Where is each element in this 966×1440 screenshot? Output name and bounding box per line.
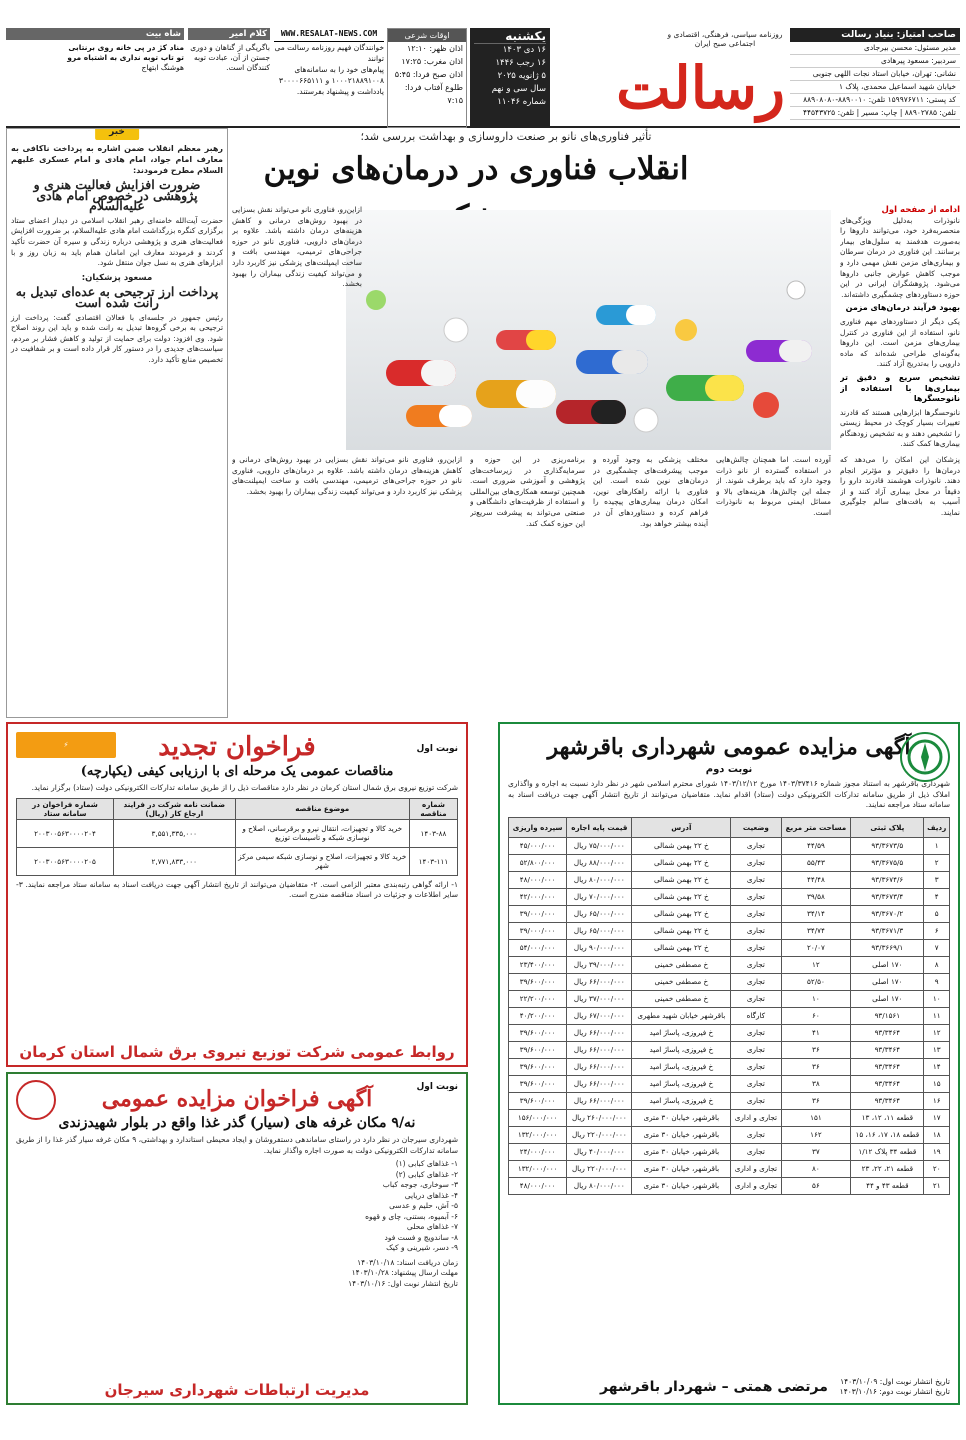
table-cell: ۹۳/۳۶۷۳/۴ [851,888,924,905]
sirjan-items [8,1159,466,1254]
auction-title: آگهی مزایده عمومی شهرداری باقرشهر [547,734,911,760]
table-cell: ۷۰/۰۰۰/۰۰۰ ریال [567,888,632,905]
shah-beyt-box [6,28,184,128]
table-cell: ۳۹/۶۰۰/۰۰۰ [509,1041,567,1058]
auction-row [509,990,950,1007]
tender-round: نوبت اول [416,744,458,754]
table-cell: ۴۸/۰۰۰/۰۰۰ [509,871,567,888]
news-badge: خبر [95,128,139,140]
date-line: ۵ ژانویه ۲۰۲۵ [497,71,546,81]
prayer-times-box [387,28,467,128]
auction-row [509,888,950,905]
table-cell: خ ۲۲ بهمن شمالی [632,888,731,905]
auction-body: شهرداری باقرشهر به استناد مجوز شماره ۱۴۰۳/۳۷۴۱۶ مورخ ۱۴۰۳/۱۲/۱۲ شورای محترم اسلامی شهر در نظر دارد نسبت به اجاره و واگذاری املاک ذیل از طریق سامانه تدارکات الکترونیکی دولت (ستاد) اقدام نماید. متقاضیان می‌توانند از تاریخ انتشار آگهی جهت دریافت اسناد به سامانه ستاد مراجعه نمایند. [508,779,951,809]
table-header-cell: پلاک ثبتی [851,817,924,837]
table-cell: ۹۳/۳۴۶۴ [851,1058,924,1075]
table-cell: ۵۴/۰۰۰/۰۰۰ [509,939,567,956]
table-cell: تجاری و اداری [731,1177,781,1194]
sirjan-date: مهلت ارسال پیشنهاد: ۱۴۰۳/۱۰/۲۸ [351,1268,458,1277]
article-column [840,455,960,717]
table-cell: ۳۹/۶۰۰/۰۰۰ [509,1024,567,1041]
auction-row [509,1007,950,1024]
sirjan-auction-ad [6,1072,468,1405]
auction-row [509,1092,950,1109]
prayer-time: اذان ظهر: ۱۲:۱۰ [406,44,463,53]
news-paragraph: رئیس جمهور در جلسه‌ای با فعالان اقتصادی گفت: پرداخت ارز ترجیحی به برخی گروه‌ها تبدیل به رانت شده و باید این روند اصلاح شود. وی افزود: دولت برای حمایت از تولید و کاهش فشار بر مردم، سیاست‌های جدیدی را در دستور کار قرار داده است و بر شفافیت در تخصیص منابع تأکید دارد. [11,312,223,364]
table-cell: ۶۵/۰۰۰/۰۰۰ ریال [567,922,632,939]
table-cell: تجاری [731,1075,781,1092]
article-subheading: بهبود فرآیند درمان‌های مزمن [845,303,960,313]
pills-photo [346,210,831,450]
table-cell: تجاری [731,1126,781,1143]
table-cell: ۶۶/۰۰۰/۰۰۰ ریال [567,1092,632,1109]
table-cell: ۳۹/۶۰۰/۰۰۰ [509,1058,567,1075]
article-paragraph: برنامه‌ریزی در این حوزه و سرمایه‌گذاری در زیرساخت‌های پژوهشی و آموزشی ضروری است. همچنین توسعه همکاری‌های بین‌المللی و استفاده از ظرفیت‌های دانشگاهی و صنعتی می‌تواند به پیشرفت سریع‌تر این حوزه کمک کند. [470,455,585,528]
table-cell: ۴۵/۰۰۰/۰۰۰ [509,837,567,854]
table-cell: ۳۹/۶۰۰/۰۰۰ [509,1075,567,1092]
table-cell: ۲۰۰۳۰۰۵۶۳۰۰۰۰۲۰۵ [17,847,114,875]
owner-line: کد پستی: ۱۵۹۹۷۶۷۱۱ تلفن: ۸۸۹۰۰۱۰-۸۸۹۰۸۰۸۰ [790,94,960,107]
table-cell: خرید کالا و تجهیزات، انتقال نیرو و برقرسانی، اصلاح و نوسازی شبکه و تاسیسات توزیع [235,819,409,847]
date-line: ۱۶ دی ۱۴۰۳ [502,45,546,55]
table-cell: ۶۵/۰۰۰/۰۰۰ ریال [567,905,632,922]
table-cell: ۸ [924,956,950,973]
owner-header: صاحب امتیاز: بنیاد رسالت [790,28,960,42]
tender-table [16,798,458,876]
auction-row [509,1058,950,1075]
article-column [232,455,462,717]
shah-beyt-line: تو تاب توبه نداری به اشتباه مرو [67,53,184,62]
table-cell: ۳۹/۰۰۰/۰۰۰ [509,905,567,922]
article-paragraph: ازاین‌رو، فناوری نانو می‌تواند نقش بسزایی در بهبود روش‌های درمانی و کاهش هزینه‌های درمان داشته باشد. علاوه بر درمان‌های دارویی، فناوری نانو در حوزه جراحی‌های ترمیمی، مهندسی بافت و ساخت ایمپلنت‌های پزشکی نیز کاربرد دارد و می‌تواند کیفیت زندگی بیماران را بهبود بخشد. [232,455,462,496]
date-line: ۱۶ رجب ۱۴۴۶ [495,58,546,68]
table-cell: ۳,۵۵۱,۳۳۵,۰۰۰ [113,819,235,847]
table-cell: ۶۶/۰۰۰/۰۰۰ ریال [567,1075,632,1092]
table-cell: ۱۴ [924,1058,950,1075]
middle-column [232,205,362,455]
table-header-cell: موضوع مناقصه [235,798,409,819]
table-cell: ۹۳/۳۶۶۹/۱ [851,939,924,956]
table-cell: باقرشهر، خیابان ۳۰ متری [632,1109,731,1126]
table-cell: ۵ [924,905,950,922]
table-cell: ۱۹ [924,1143,950,1160]
table-cell: ۱۷ [924,1109,950,1126]
table-cell: قطعه ۳۴ پلاک ۱/۱۲ [851,1143,924,1160]
sirjan-footer: مدیریت ارتباطات شهرداری سیرجان [8,1377,466,1403]
table-cell: ۱۰ [781,990,851,1007]
table-cell: ۱۵۱ [781,1109,851,1126]
auction-row [509,939,950,956]
table-cell: تجاری [731,1058,781,1075]
table-cell: ۲۲۰/۰۰۰/۰۰۰ ریال [567,1126,632,1143]
news-byline: مسعود پزشکیان: [81,272,153,283]
sirjan-dates [8,1258,466,1290]
table-cell: ۸۰/۰۰۰/۰۰۰ ریال [567,1177,632,1194]
auction-row [509,1075,950,1092]
website-url[interactable]: WWW.RESALAT-NEWS.COM [274,28,384,42]
table-cell: ۳۸ [781,1075,851,1092]
table-cell: ۶۶/۰۰۰/۰۰۰ ریال [567,1058,632,1075]
table-cell: ۱۲ [924,1024,950,1041]
table-cell: ۹۳/۳۶۷۱/۳ [851,922,924,939]
website-line: پیام‌های خود را به سامانه‌های [294,65,384,74]
news-lead: رهبر معظم انقلاب ضمن اشاره به پرداخت ناکافی به معارف امام جواد، امام هادی و امام عسکری علیهم السلام مطرح فرمودند: [11,144,223,175]
table-cell: تجاری [731,922,781,939]
sirjan-item: ۶- آبمیوه، بستنی، چای و قهوه [365,1211,458,1221]
table-cell: ۹ [924,973,950,990]
table-cell: خ مصطفی خمینی [632,990,731,1007]
sirjan-item: ۳- سوخاری، جوجه کباب [382,1180,458,1189]
table-cell: خ ۲۲ بهمن شمالی [632,939,731,956]
table-cell: ۴۲/۰۰۰/۰۰۰ [509,888,567,905]
auction-dates [840,1377,950,1397]
table-cell: قطعه ۱۱، ۱۲، ۱۳ [851,1109,924,1126]
tender-footer: روابط عمومی شرکت توزیع نیروی برق شمال استان کرمان [8,1039,466,1065]
table-cell: ۴۰/۰۰۰/۰۰۰ ریال [567,1143,632,1160]
table-cell: ۱۵۶/۰۰۰/۰۰۰ [509,1109,567,1126]
tender-ad [6,722,468,1067]
owner-line: نشانی: تهران، خیابان استاد نجات اللهی جنوبی [790,68,960,81]
table-cell: ۱۷۰ اصلی [851,956,924,973]
article-paragraph: ازاین‌رو، فناوری نانو می‌تواند نقش بسزایی در بهبود روش‌های درمانی و کاهش هزینه‌های درمان داشته باشد. علاوه بر درمان‌های دارویی، فناوری نانو در حوزه جراحی‌های ترمیمی، مهندسی بافت و ساخت ایمپلنت‌های پزشکی نیز کاربرد دارد و می‌تواند کیفیت زندگی بیماران را بهبود بخشد. [232,205,362,289]
auction-row [509,1177,950,1194]
pills-illustration [346,210,831,450]
table-cell: باقرشهر، خیابان ۳۰ متری [632,1143,731,1160]
auction-row [509,1024,950,1041]
tender-row [17,847,458,875]
table-cell: باقرشهر، خیابان ۳۰ متری [632,1177,731,1194]
prayer-times-header: اوقات شرعی [388,29,466,42]
auction-date: تاریخ انتشار نوبت اول: ۱۴۰۳/۱۰/۰۹ [840,1377,950,1386]
website-line: خوانندگان فهیم روزنامه رسالت می توانند [274,43,384,63]
table-cell: تجاری [731,956,781,973]
sirjan-body: شهرداری سیرجان در نظر دارد در راستای ساماندهی دستفروشان و ایجاد محیطی استاندارد و بهداشتی، ۹ مکان غرفه سیار گذر غذا را از طریق سامانه تدارکات الکترونیکی دولت به صورت اجاره واگذار نماید. [16,1135,459,1155]
owner-line: مدیر مسئول: محسن بیرجادی [790,42,960,55]
headline-kicker: تأثیر فناوری‌های نانو بر صنعت داروسازی و بهداشت بررسی شد؛ [360,130,652,143]
table-cell: ۵۵/۴۳ [781,854,851,871]
table-cell: ۵۲/۸۰۰/۰۰۰ [509,854,567,871]
table-cell: خ ۲۲ بهمن شمالی [632,922,731,939]
table-cell: ۳۴/۷۴ [781,922,851,939]
table-cell: تجاری [731,939,781,956]
table-header-cell: شماره مناقصه [409,798,457,819]
table-cell: ۹۳/۳۶۷۰/۲ [851,905,924,922]
news-title[interactable]: ضرورت افزایش فعالیت هنری و پژوهشی در خصوص امام هادی علیه‌السلام [33,177,201,214]
auction-table [508,817,950,1195]
table-cell: ۴ [924,888,950,905]
table-cell: ۱۶ [924,1092,950,1109]
table-cell: ۲۲/۲۰۰/۰۰۰ [509,990,567,1007]
municipality-emblem-icon [900,732,950,782]
table-cell: ۶۶/۰۰۰/۰۰۰ ریال [567,1041,632,1058]
table-cell: باقرشهر، خیابان ۳۰ متری [632,1160,731,1177]
table-cell: ۵۲/۵۰ [781,973,851,990]
main-headline[interactable]: انقلاب فناوری در درمان‌های نوین [263,151,689,187]
sirjan-date: تاریخ انتشار نوبت اول: ۱۴۰۳/۱۰/۱۶ [348,1278,458,1288]
sirjan-item: ۷- غذاهای محلی [406,1222,458,1231]
table-cell: ۱ [924,837,950,854]
table-header-cell: مساحت متر مربع [781,817,851,837]
table-cell: ۲۲۰/۰۰۰/۰۰۰ ریال [567,1160,632,1177]
auction-row [509,1041,950,1058]
owner-box [790,28,960,128]
table-cell: تجاری [731,871,781,888]
auction-row [509,956,950,973]
kalam-amir-text: باگریگی از گناهان و دوری جستن از آن، عبادت توبه کنندگان است. [190,43,270,72]
sirjan-date: زمان دریافت اسناد: ۱۴۰۳/۱۰/۱۸ [357,1257,458,1267]
table-cell: خ ۲۲ بهمن شمالی [632,905,731,922]
table-cell: ۴۱ [781,1024,851,1041]
sirjan-item: ۵- آش، حلیم و عدسی [389,1201,458,1210]
sirjan-item: ۴- غذاهای دریایی [404,1190,458,1200]
auction-row [509,1143,950,1160]
continued-label: ادامه از صفحه اول [881,205,960,215]
table-cell: باقرشهر، خیابان ۳۰ متری [632,1126,731,1143]
table-cell: ۱۶۲ [781,1126,851,1143]
auction-row [509,837,950,854]
article-paragraph: یکی دیگر از دستاوردهای مهم فناوری نانو، استفاده از این فناوری در کنترل بیماری‌های مزمن است. این داروها به‌گونه‌ای طراحی شده‌اند که ماده دارویی را به‌تدریج آزاد کنند. [840,316,960,369]
table-cell: خ مصطفی خمینی [632,956,731,973]
sirjan-title: آگهی فراخوان مزایده عمومی [101,1086,373,1112]
table-cell: ۲۴/۰۰۰/۰۰۰ [509,1143,567,1160]
table-cell: ۱۲ [781,956,851,973]
table-cell: ۲,۷۷۱,۸۳۳,۰۰۰ [113,847,235,875]
tagline: روزنامه سیاسی، فرهنگی، اقتصادی و اجتماعی صبح ایران [667,30,783,48]
table-cell: ۲۶۰/۰۰۰/۰۰۰ ریال [567,1109,632,1126]
table-cell: خ مصطفی خمینی [632,973,731,990]
auction-row [509,973,950,990]
tender-subtitle: مناقصات عمومی یک مرحله ای با ارزیابی کیفی (یکپارچه) [80,764,394,779]
table-cell: تجاری [731,1041,781,1058]
table-cell: ۴۴/۴۸ [781,871,851,888]
table-cell: ۱۴۰۳-۸۸ [409,819,457,847]
kalam-amir-header: کلام امیر [188,28,270,40]
table-cell: باقرشهر خیابان شهید مطهری [632,1007,731,1024]
auction-row [509,1109,950,1126]
article-column [593,455,708,717]
sirjan-item: ۸- ساندویچ و فست فود [384,1232,458,1242]
auction-signature: مرتضی همتی – شهردار باقرشهر [600,1379,828,1395]
table-cell: ۹۳/۳۴۶۴ [851,1092,924,1109]
table-cell: تجاری [731,1092,781,1109]
table-cell: ۳۴/۱۴ [781,905,851,922]
table-header-cell: ضمانت نامه شرکت در فرایند ارجاع کار (ریال) [113,798,235,819]
masthead [6,28,960,128]
table-cell: ۶۶/۰۰۰/۰۰۰ ریال [567,1024,632,1041]
table-cell: خ فیروزی، پاساژ امید [632,1092,731,1109]
table-cell: خ ۲۲ بهمن شمالی [632,837,731,854]
sirjan-item: ۹- دسر، شیرینی و کیک [386,1243,458,1252]
table-cell: ۹۳/۳۴۶۴ [851,1075,924,1092]
issue-number: شماره ۱۱۰۴۶ [497,97,546,107]
prayer-time: اذان صبح فردا: ۵:۴۵ [394,70,463,79]
article-paragraph: نانوذرات به‌دلیل ویژگی‌های منحصربه‌فرد خود، می‌توانند داروها را به‌صورت هدفمند به سلول‌های بیمار برسانند. این فناوری در درمان سرطان و بیماری‌های مزمن نقش مهمی دارد و موجب کاهش عوارض جانبی داروها می‌شود. پژوهشگران ایرانی در این حوزه دستاوردهای چشمگیری داشته‌اند. [840,215,960,299]
table-cell: خ ۲۲ بهمن شمالی [632,871,731,888]
article-paragraph: آورده است. اما همچنان چالش‌هایی در استفاده گسترده از نانو ذرات وجود دارد که باید برطرف شوند. از جمله این چالش‌ها، هزینه‌های بالا و مسائل ایمنی مربوط به نانوذرات است. [716,455,831,517]
article-paragraph: نانوحسگرها ابزارهایی هستند که قادرند تغییرات بسیار کوچک در محیط زیستی را تشخیص دهند و به تشخیص زودهنگام بیماری‌ها کمک کنند. [840,407,960,449]
prayer-time: اذان مغرب: ۱۷:۲۵ [401,57,463,66]
table-cell: تجاری [731,905,781,922]
table-cell: ۶۶/۰۰۰/۰۰۰ ریال [567,973,632,990]
company-logo-icon: ⚡ [16,732,116,758]
table-cell: ۳۶ [781,1058,851,1075]
table-cell: ۶۷/۰۰۰/۰۰۰ ریال [567,1007,632,1024]
auction-row [509,922,950,939]
tender-title: فراخوان تجدید [158,732,316,762]
auction-date: تاریخ انتشار نوبت دوم: ۱۴۰۳/۱۰/۱۶ [839,1387,950,1396]
table-cell: قطعه ۱۸، ۱۷، ۱۶، ۱۵ [851,1126,924,1143]
table-header-cell: وضعیت [731,817,781,837]
kalam-amir-box [188,28,270,128]
table-cell: خ فیروزی، پاساژ امید [632,1058,731,1075]
article-column [470,455,585,717]
table-cell: خ ۲۲ بهمن شمالی [632,854,731,871]
table-cell: ۷۵/۰۰۰/۰۰۰ ریال [567,837,632,854]
weekday: یکشنبه [474,30,546,44]
table-header-cell: سپرده واریزی [509,817,567,837]
shah-beyt-header: شاه بیت [6,28,184,40]
table-cell: تجاری [731,973,781,990]
sirjan-item: ۱- غذاهای کبابی (۱) [395,1159,458,1168]
table-cell: ۱۳ [924,1041,950,1058]
table-cell: ۲۰/۰۷ [781,939,851,956]
shah-beyt-line: مناد کژ در پی خانه روی برنتابی [68,43,184,52]
table-cell: ۱۰ [924,990,950,1007]
newspaper-logo [616,30,785,126]
table-cell: ۹۳/۳۶۷۳/۵ [851,837,924,854]
sirjan-emblem-icon [16,1080,56,1120]
website-box [274,28,384,128]
table-cell: خ فیروزی، پاساژ امید [632,1075,731,1092]
table-cell: خ فیروزی، پاساژ امید [632,1024,731,1041]
table-cell: ۸۰/۰۰۰/۰۰۰ ریال [567,871,632,888]
table-cell: کارگاه [731,1007,781,1024]
table-cell: ۴۴/۵۹ [781,837,851,854]
table-header-cell: شماره فراخوان در سامانه ستاد [17,798,114,819]
table-cell: ۶ [924,922,950,939]
date-box [470,28,550,128]
auction-row [509,1160,950,1177]
table-cell: ۹۳/۱۵۶۱ [851,1007,924,1024]
table-cell: تجاری [731,837,781,854]
table-header-cell: قیمت پایه اجاره [567,817,632,837]
table-header-cell: ردیف [924,817,950,837]
table-cell: ۱۳۲/۰۰۰/۰۰۰ [509,1126,567,1143]
auction-row [509,905,950,922]
table-cell: تجاری [731,1024,781,1041]
tender-body: ۱- ارائه گواهی رتبه‌بندی معتبر الزامی است. ۲- متقاضیان می‌توانند از تاریخ انتشار آگهی جهت دریافت اسناد به سامانه ستاد مراجعه نمایند. ۳- سایر اطلاعات و جزئیات در اسناد مناقصه مندرج است. [16,879,458,899]
table-cell: خرید کالا و تجهیزات، اصلاح و نوسازی شبکه سیمی مرکز شهر [235,847,409,875]
table-cell: ۲۱ [924,1177,950,1194]
table-cell: ۲۰۰۳۰۰۵۶۳۰۰۰۰۲۰۴ [17,819,114,847]
table-cell: تجاری [731,1143,781,1160]
table-cell: تجاری و اداری [731,1109,781,1126]
table-cell: ۳۹/۰۰۰/۰۰۰ [509,922,567,939]
table-cell: ۱۸ [924,1126,950,1143]
tender-intro: شرکت توزیع نیروی برق شمال استان کرمان در نظر دارد مناقصات ذیل را از طریق سامانه تدارکات الکترونیکی دولت (ستاد) برگزار نماید. [31,783,458,792]
news-title[interactable]: پرداخت ارز ترجیحی به عده‌ای تبدیل به رانت شده است [15,284,219,310]
table-cell: ۸۸/۰۰۰/۰۰۰ ریال [567,854,632,871]
date-line: سال سی و نهم [491,84,546,94]
table-cell: ۹۳/۳۴۶۴ [851,1024,924,1041]
table-cell: ۷ [924,939,950,956]
news-box [6,128,228,718]
table-cell: قطعه ۴۳ و ۴۴ [851,1177,924,1194]
table-cell: ۱۷۰ اصلی [851,990,924,1007]
table-cell: تجاری [731,990,781,1007]
table-cell: ۹۳/۳۶۷۴/۶ [851,871,924,888]
auction-ad [498,722,960,1405]
table-header-cell: آدرس [632,817,731,837]
article-paragraph: مختلف پزشکی به وجود آورده و موجب پیشرفت‌های چشمگیری در درمان‌های نوین شده است. این فناوری با ارائه راهکارهای نوین، امکان درمان بیماری‌های پیچیده را فراهم کرده و دستاوردهای آن در آینده بیشتر خواهد بود. [593,455,708,528]
table-cell: ۸۰ [781,1160,851,1177]
news-paragraph: حضرت آیت‌الله خامنه‌ای رهبر انقلاب اسلامی در دیدار اعضای ستاد برگزاری کنگره بزرگداشت امام هادی علیه‌السلام، بر ضرورت افزایش فعالیت‌های هنری و پژوهشی درباره زندگی و سیره آن حضرت تأکید کردند و فرمودند معارف این امامان همام باید به زبان روز و با ابزارهای هنری به نسل جوان منتقل شود. [11,215,223,268]
logo-wordmark: رسالت [616,54,785,122]
table-cell: ۳۷ [781,1143,851,1160]
article-subheading: تشخیص سریع و دقیق تر بیماری‌ها با استفاده از نانوحسگرها [840,372,960,404]
sirjan-subtitle: نه/۹ مکان غرفه های (سیار) گذر غذا واقع در بلوار شهیدزندی [58,1115,416,1131]
owner-line: سردبیر: مسعود پیرهادی [790,55,960,68]
table-cell: ۹۳/۳۴۶۴ [851,1041,924,1058]
table-cell: ۲۳/۴۰۰/۰۰۰ [509,956,567,973]
tender-row [17,819,458,847]
table-cell: ۱۴۰۳-۱۱۱ [409,847,457,875]
auction-round: نوبت دوم [705,764,753,775]
article-paragraph: پزشکان این امکان را می‌دهد که درمان‌ها را دقیق‌تر و مؤثرتر انجام دهند. نانوذرات هوشمند قادرند دارو را دقیقاً در محل بیماری آزاد کنند و از آسیب به بافت‌های سالم جلوگیری نمایند. [840,455,960,517]
table-cell: ۱۵ [924,1075,950,1092]
table-cell: ۳۹/۶۰۰/۰۰۰ [509,1092,567,1109]
table-cell: تجاری [731,854,781,871]
table-cell: ۶۰ [781,1007,851,1024]
table-cell: ۱۷۰ اصلی [851,973,924,990]
table-cell: ۳۶ [781,1092,851,1109]
shah-beyt-poet: هوشنگ ابتهاج [141,63,184,72]
website-line: ۱۰۰۰۲۱۸۸۹۱۰۰۸ و ۳۰۰۰۰۶۶۵۱۱۱ [278,76,384,85]
table-cell: ۱۱ [924,1007,950,1024]
table-cell: ۳۶ [781,1041,851,1058]
website-line: یادداشت و پیشنهاد بفرستند. [296,87,384,96]
table-cell: ۲ [924,854,950,871]
table-cell: ۴۰/۲۰۰/۰۰۰ [509,1007,567,1024]
table-cell: تجاری و اداری [731,1160,781,1177]
table-cell: ۹۰/۰۰۰/۰۰۰ ریال [567,939,632,956]
table-cell: ۹۳/۳۶۷۵/۵ [851,854,924,871]
table-cell: ۳۷/۰۰۰/۰۰۰ ریال [567,990,632,1007]
owner-line: تلفن: ۸۸۹۰۲۷۸۵ | چاپ: مسیر | تلفن: ۴۴۵۴۳۷۲۵ [790,107,960,120]
table-cell: ۱۳۲/۰۰۰/۰۰۰ [509,1160,567,1177]
table-cell: ۳ [924,871,950,888]
table-cell: قطعه ۲۱، ۲۲، ۲۳ [851,1160,924,1177]
table-cell: ۵۶ [781,1177,851,1194]
auction-row [509,854,950,871]
table-cell: ۴۸/۰۰۰/۰۰۰ [509,1177,567,1194]
sirjan-item: ۲- غذاهای کبابی (۲) [395,1169,458,1179]
auction-row [509,1126,950,1143]
table-cell: خ فیروزی، پاساژ امید [632,1041,731,1058]
auction-row [509,871,950,888]
table-cell: تجاری [731,888,781,905]
article-column [716,455,831,717]
table-cell: ۳۹/۵۸ [781,888,851,905]
table-cell: ۲۰ [924,1160,950,1177]
prayer-time: طلوع آفتاب فردا: ۷:۱۵ [404,83,463,105]
sirjan-round: نوبت اول [416,1082,458,1092]
table-cell: ۳۹/۶۰۰/۰۰۰ [509,973,567,990]
table-cell: ۳۹/۰۰۰/۰۰۰ ریال [567,956,632,973]
owner-line: خیابان شهید اسماعیل محمدی، پلاک ۱ [790,81,960,94]
